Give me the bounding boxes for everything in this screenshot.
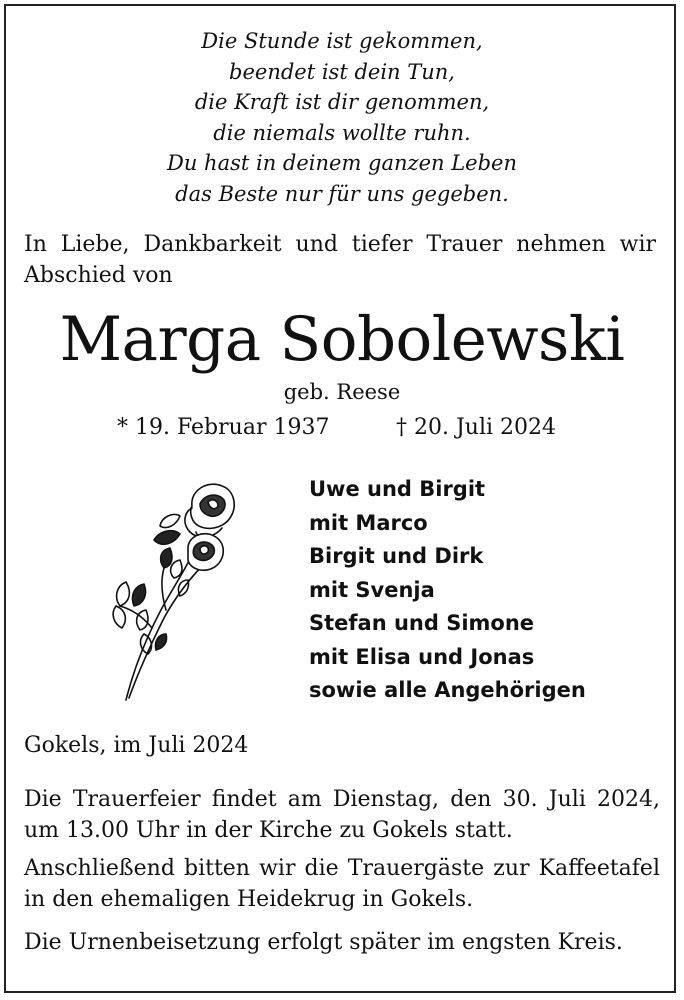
poem-line: die Kraft ist dir genommen, [194, 90, 490, 114]
death-date: † 20. Juli 2024 [396, 415, 557, 440]
birth-name: geb. Reese [283, 380, 401, 404]
family-member: mit Elisa und Jonas [309, 644, 535, 669]
poem [0, 26, 684, 209]
birth-date: * 19. Februar 1937 [117, 415, 330, 440]
family-member: mit Svenja [309, 577, 435, 602]
poem-line: Du hast in deinem ganzen Leben [167, 151, 517, 175]
family-member: Stefan und Simone [309, 611, 535, 635]
poem-line: Die Stunde ist gekommen, [201, 29, 483, 53]
family-member: sowie alle Angehörigen [309, 678, 586, 702]
poem-line: beendet ist dein Tun, [229, 59, 455, 84]
family-list [309, 473, 586, 708]
notice-burial: Die Urnenbeisetzung erfolgt später im engsten Kreis. [24, 930, 623, 955]
family-member: Birgit und Dirk [309, 544, 484, 568]
family-member: Uwe und Birgit [309, 477, 486, 501]
notice-funeral: Die Trauerfeier findet am Dienstag, den 30. Juli 2024, um 13.00 Uhr in der Kirche zu Gokels statt. [24, 787, 660, 843]
poem-line: das Beste nur für uns gegeben. [175, 181, 509, 206]
family-member: mit Marco [309, 510, 428, 535]
poem-line: die niemals wollte ruhn. [213, 120, 471, 145]
intro-text: In Liebe, Dankbarkeit und tiefer Trauer nehmen wir Abschied von [24, 232, 656, 288]
deceased-name: Marga Sobolewski [59, 304, 625, 375]
place-date: Gokels, im Juli 2024 [24, 733, 249, 758]
rose-icon [104, 478, 244, 703]
notice-reception: Anschließend bitten wir die Trauergäste zur Kaffeetafel in den ehemaligen Heidekrug in Gokels. [24, 856, 660, 912]
